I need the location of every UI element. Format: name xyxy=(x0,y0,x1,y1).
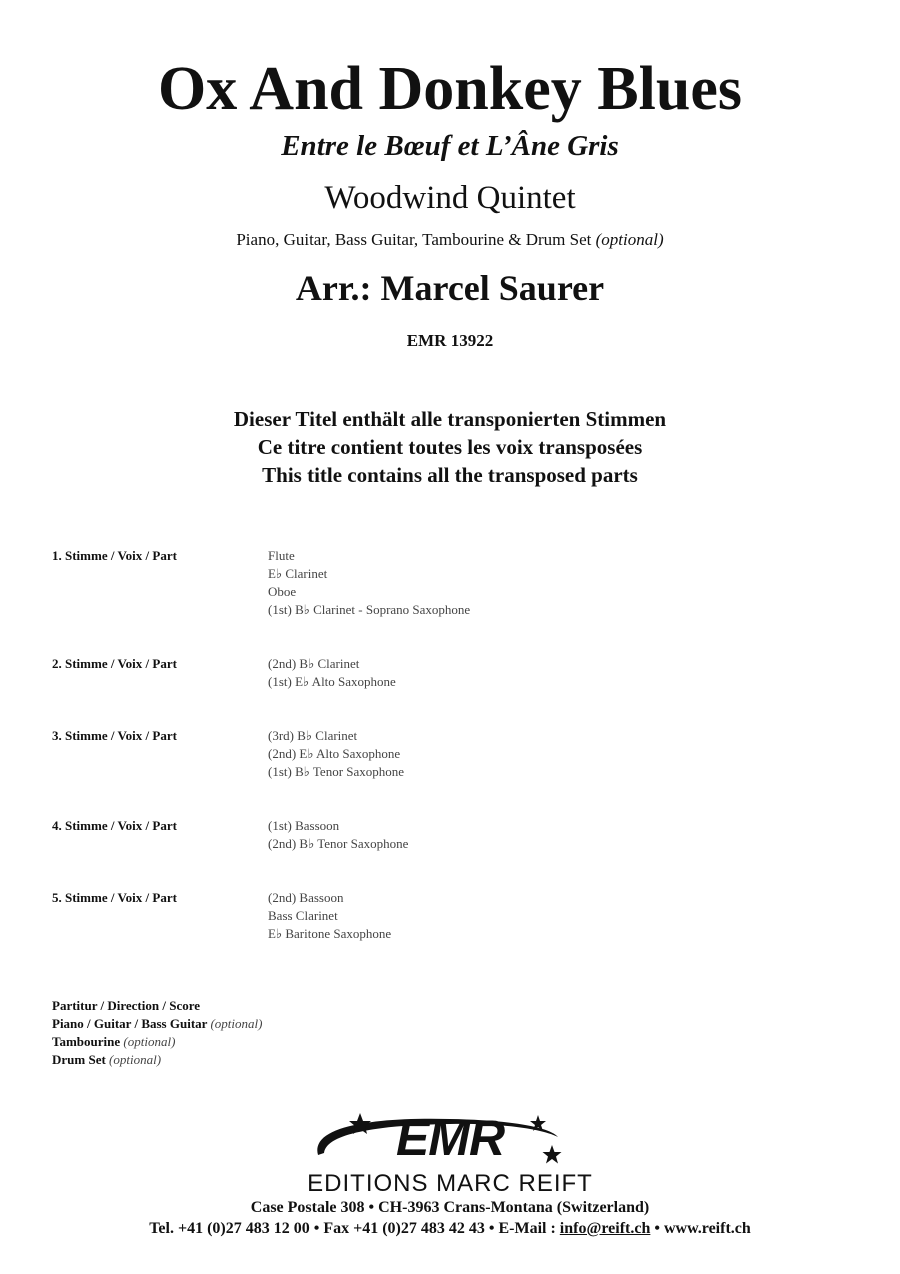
instrument-item: E♭ Baritone Saxophone xyxy=(268,926,392,941)
instrument-item: (1st) B♭ Tenor Saxophone xyxy=(268,764,405,779)
publisher-contact xyxy=(0,1219,900,1239)
catalog-number: EMR 13922 xyxy=(406,331,494,350)
instrument-item: (2nd) Bassoon xyxy=(268,890,344,905)
part-instruments xyxy=(268,727,404,817)
instrument-item: Oboe xyxy=(268,584,297,599)
part-instruments xyxy=(268,817,408,889)
extra-part-note: (optional) xyxy=(210,1016,263,1031)
extra-part-label: Tambourine xyxy=(52,1034,121,1049)
extra-part-label: Drum Set xyxy=(52,1052,106,1067)
part-instruments xyxy=(268,889,391,949)
part-label: 2. Stimme / Voix / Part xyxy=(52,656,177,671)
part-label: 5. Stimme / Voix / Part xyxy=(52,890,177,905)
part-label: 1. Stimme / Voix / Part xyxy=(52,548,177,563)
extra-part xyxy=(52,1033,262,1051)
extra-part xyxy=(52,1051,262,1069)
instrumentation-text: Piano, Guitar, Bass Guitar, Tambourine & Drum Set xyxy=(236,230,592,249)
publisher-name: EDITIONS MARC REIFT xyxy=(307,1170,593,1197)
publisher-address: Case Postale 308 • CH-3963 Crans-Montana (Switzerland) xyxy=(250,1199,650,1216)
email-link[interactable]: info@reift.ch xyxy=(559,1220,651,1237)
extra-part-note: (optional) xyxy=(109,1052,162,1067)
part-row xyxy=(52,817,752,889)
part-instruments xyxy=(268,547,470,655)
notice-french: Ce titre contient toutes les voix transposées xyxy=(257,435,643,459)
instrument-item: (1st) B♭ Clarinet - Soprano Saxophone xyxy=(268,602,471,617)
part-row xyxy=(52,889,752,949)
instrument-item: (1st) Bassoon xyxy=(268,818,340,833)
instrument-item: Bass Clarinet xyxy=(268,908,338,923)
instrument-item: (2nd) B♭ Tenor Saxophone xyxy=(268,836,409,851)
part-row xyxy=(52,655,752,727)
instrument-item: E♭ Clarinet xyxy=(268,566,328,581)
emr-logo-text: EMR xyxy=(395,1110,505,1166)
contact-phone-fax: Tel. +41 (0)27 483 12 00 • Fax +41 (0)27 483 42 43 • E-Mail : xyxy=(149,1220,560,1237)
score-subtitle: Entre le Bœuf et L’Âne Gris xyxy=(281,130,619,162)
extra-part-label: Partitur / Direction / Score xyxy=(52,998,201,1013)
instrument-item: (2nd) B♭ Clarinet xyxy=(268,656,360,671)
part-instruments xyxy=(268,655,396,727)
ensemble-name: Woodwind Quintet xyxy=(324,180,576,216)
part-label: 4. Stimme / Voix / Part xyxy=(52,818,177,833)
extra-parts-list xyxy=(52,997,262,1069)
arranger-line: Arr.: Marcel Saurer xyxy=(295,268,605,308)
extra-part-label: Piano / Guitar / Bass Guitar xyxy=(52,1016,208,1031)
part-row xyxy=(52,547,752,655)
extra-part-note: (optional) xyxy=(123,1034,176,1049)
instrument-item: (2nd) E♭ Alto Saxophone xyxy=(268,746,401,761)
parts-list xyxy=(52,547,752,949)
notice-english: This title contains all the transposed parts xyxy=(262,463,638,487)
extra-part xyxy=(52,997,262,1015)
instrumentation-line xyxy=(0,229,900,251)
extra-part xyxy=(52,1015,262,1033)
instrument-item: (3rd) B♭ Clarinet xyxy=(268,728,358,743)
instrumentation-optional: (optional) xyxy=(595,230,664,249)
part-row xyxy=(52,727,752,817)
contact-website: • www.reift.ch xyxy=(650,1220,751,1237)
notice-german: Dieser Titel enthält alle transponierten Stimmen xyxy=(233,407,667,431)
instrument-item: Flute xyxy=(268,548,295,563)
instrument-item: (1st) E♭ Alto Saxophone xyxy=(268,674,396,689)
part-label: 3. Stimme / Voix / Part xyxy=(52,728,177,743)
transposed-notice xyxy=(0,405,900,489)
score-title: Ox And Donkey Blues xyxy=(157,55,742,123)
